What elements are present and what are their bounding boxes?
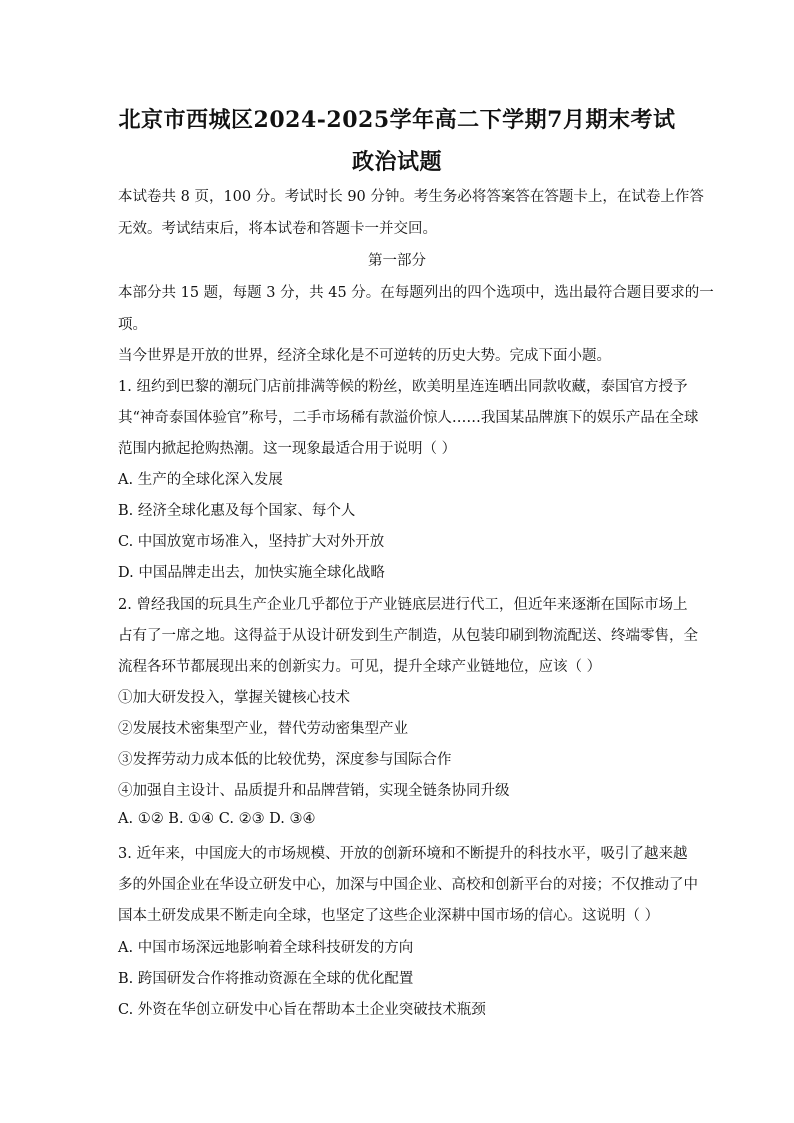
q1-option-a: A. 生产的全球化深入发展 <box>118 472 283 488</box>
q1-stem-line: 1. 纽约到巴黎的潮玩门店前排满等候的粉丝，欧美明星连连晒出同款收藏，泰国官方授予 <box>118 379 688 395</box>
section-title: 第一部分 <box>368 253 426 269</box>
q3-stem-line: 国本土研发成果不断走向全球，也坚定了这些企业深耕中国市场的信心。这说明（ ） <box>118 908 660 924</box>
q2-stem-line: 占有了一席之地。这得益于从设计研发到生产制造，从包装印刷到物流配送、终端零售，全 <box>118 628 698 644</box>
q3-stem-line: 多的外国企业在华设立研发中心，加深与中国企业、高校和创新平台的对接；不仅推动了中 <box>118 877 698 893</box>
q2-statement-3: ③发挥劳动力成本低的比较优势，深度参与国际合作 <box>118 752 452 768</box>
section-desc-line: 项。 <box>118 317 147 333</box>
exam-subtitle: 政治试题 <box>351 149 442 175</box>
q3-option-c: C. 外资在华创立研发中心旨在帮助本土企业突破技术瓶颈 <box>118 1002 486 1018</box>
q1-option-c: C. 中国放宽市场准入，坚持扩大对外开放 <box>118 534 385 550</box>
instructions-line: 无效。考试结束后，将本试卷和答题卡一并交回。 <box>118 221 437 237</box>
q1-stem-line: 范围内掀起抢购热潮。这一现象最适合用于说明（ ） <box>118 441 457 457</box>
section-desc-line: 本部分共 15 题，每题 3 分，共 45 分。在每题列出的四个选项中，选出最符合题目要求的一 <box>118 285 714 301</box>
material-intro: 当今世界是开放的世界，经济全球化是不可逆转的历史大势。完成下面小题。 <box>118 348 611 364</box>
exam-title: 北京市西城区2024-2025学年高二下学期7月期末考试 <box>118 107 676 133</box>
q2-statement-2: ②发展技术密集型产业，替代劳动密集型产业 <box>118 721 408 737</box>
instructions-line: 本试卷共 8 页，100 分。考试时长 90 分钟。考生务必将答案答在答题卡上，在试卷上作答 <box>118 189 704 205</box>
q1-option-b: B. 经济全球化惠及每个国家、每个人 <box>118 503 356 519</box>
q2-statement-1: ①加大研发投入，掌握关键核心技术 <box>118 690 350 706</box>
q3-option-b: B. 跨国研发合作将推动资源在全球的优化配置 <box>118 971 414 987</box>
q2-statement-4: ④加强自主设计、品质提升和品牌营销，实现全链条协同升级 <box>118 783 510 799</box>
q2-stem-line: 流程各环节都展现出来的创新实力。可见，提升全球产业链地位，应该（ ） <box>118 659 602 675</box>
q1-option-d: D. 中国品牌走出去，加快实施全球化战略 <box>118 565 385 581</box>
q2-options: A. ①② B. ①④ C. ②③ D. ③④ <box>118 811 316 827</box>
q2-stem-line: 2. 曾经我国的玩具生产企业几乎都位于产业链底层进行代工，但近年来逐渐在国际市场上 <box>118 597 688 613</box>
q1-stem-line: 其“神奇泰国体验官”称号，二手市场稀有款溢价惊人……我国某品牌旗下的娱乐产品在全球 <box>118 410 699 426</box>
q3-stem-line: 3. 近年来，中国庞大的市场规模、开放的创新环境和不断提升的科技水平，吸引了越来越 <box>118 846 688 862</box>
q3-option-a: A. 中国市场深远地影响着全球科技研发的方向 <box>118 940 414 956</box>
